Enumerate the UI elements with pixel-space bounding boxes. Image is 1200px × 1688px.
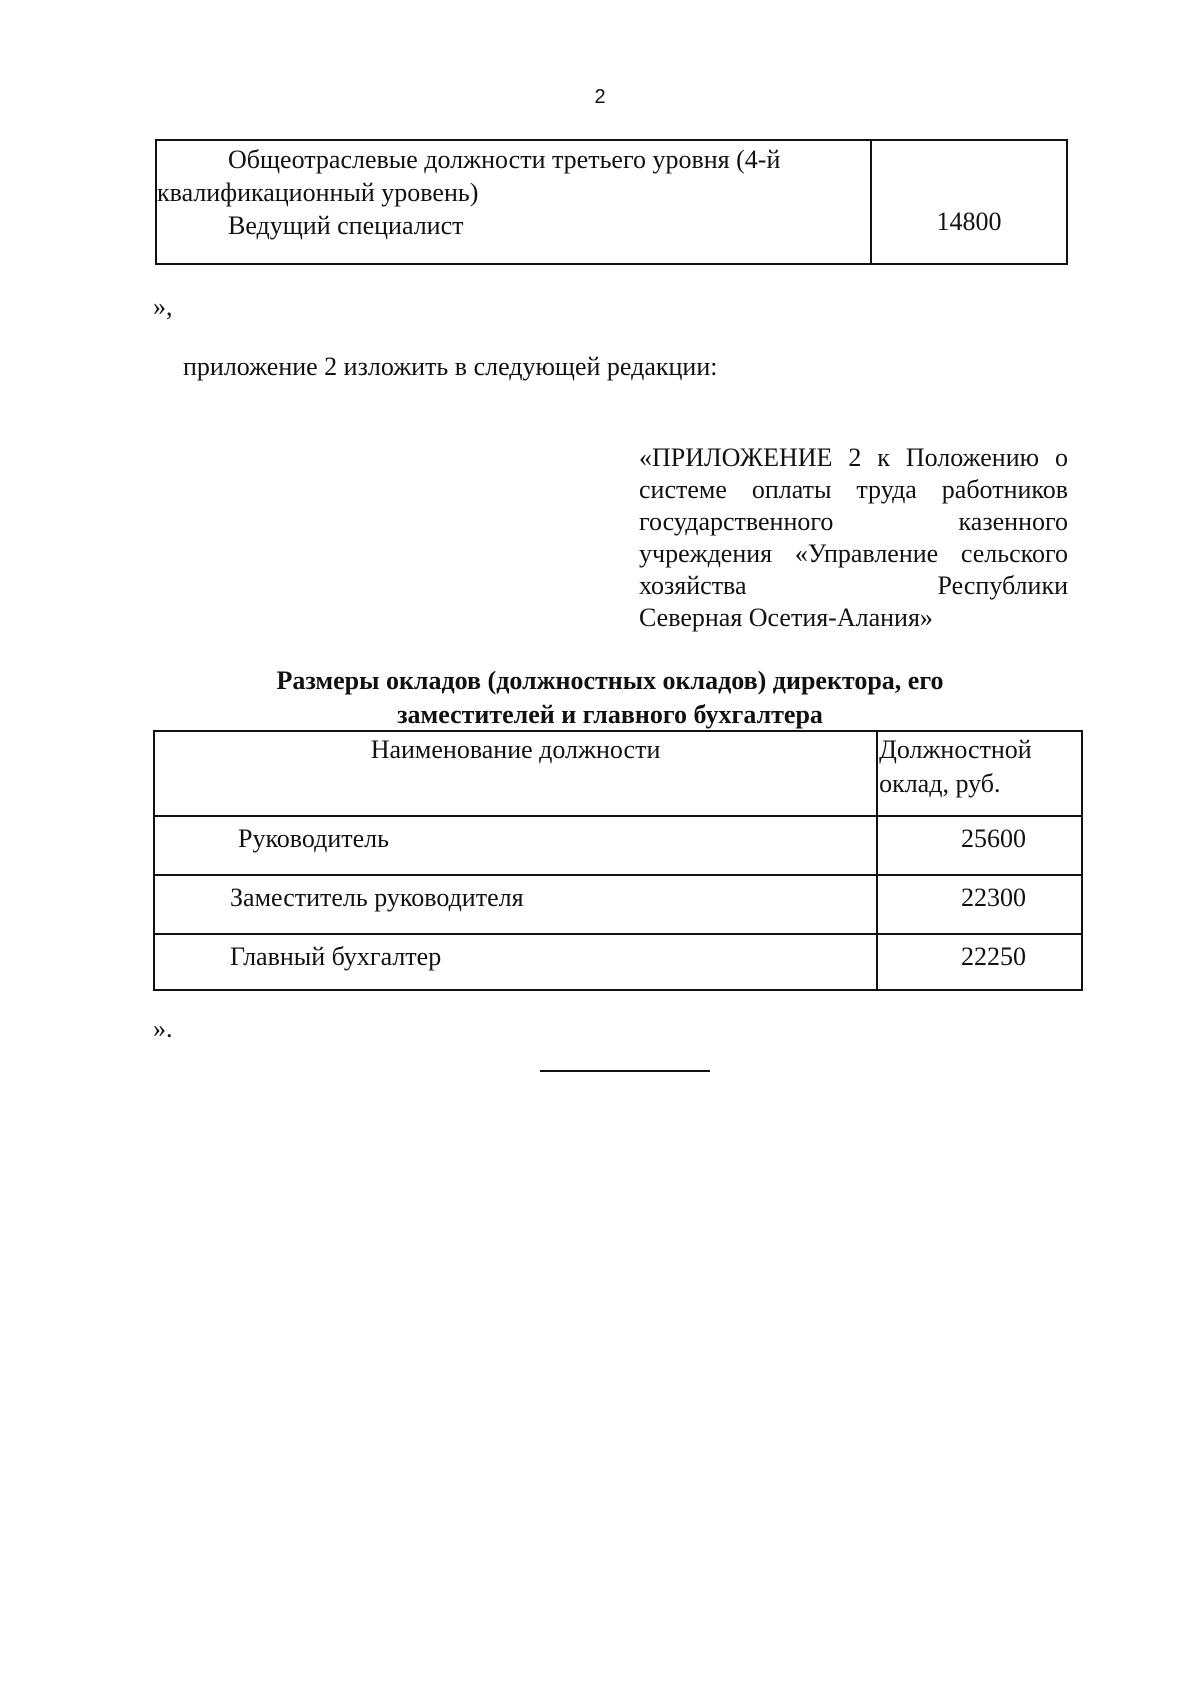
salary-table — [153, 730, 1083, 991]
position-name: Ведущий специалист — [228, 211, 464, 240]
header-salary — [877, 731, 1082, 816]
section-title-line-2: заместителей и главного бухгалтера — [397, 700, 823, 729]
table-header-row — [154, 731, 1082, 816]
position-cell: Главный бухгалтер — [154, 934, 877, 990]
salary-cell: 25600 — [877, 816, 1082, 875]
header-salary-line-1: Должностной — [879, 735, 1032, 764]
appendix-reference-text: «ПРИЛОЖЕНИЕ 2 к Положению о системе оплаты труда работников государственного казенного учреждения «Управление сельского хозяйства Республики — [639, 443, 1068, 600]
position-cell: Заместитель руководителя — [154, 875, 877, 934]
salary-cell: 22250 — [877, 934, 1082, 990]
salary-table-continuation — [155, 139, 1068, 265]
header-position: Наименование должности — [154, 731, 877, 816]
position-group-line-cont: квалификационный уровень) — [157, 178, 479, 207]
appendix-reference — [639, 442, 1068, 634]
header-salary-line-2: оклад, руб. — [879, 769, 1001, 798]
position-group-line: Общеотраслевые должности третьего уровня (4-й — [228, 145, 781, 174]
table-row — [154, 875, 1082, 934]
table-row — [154, 934, 1082, 990]
table-row — [154, 816, 1082, 875]
position-cell — [156, 140, 871, 264]
position-cell: Руководитель — [154, 816, 877, 875]
table-row — [156, 140, 1067, 264]
page-number: 2 — [594, 86, 606, 108]
salary-cell: 22300 — [877, 875, 1082, 934]
closing-quote-final: ». — [153, 1014, 173, 1043]
section-title-line-1: Размеры окладов (должностных окладов) директора, его — [276, 666, 944, 695]
section-title — [160, 664, 1060, 732]
salary-cell: 14800 — [871, 140, 1067, 264]
closing-quote: », — [153, 292, 173, 321]
appendix-reference-last-line: Северная Осетия-Алания» — [639, 603, 933, 632]
instruction-text: приложение 2 изложить в следующей редакции: — [183, 352, 718, 381]
end-divider — [540, 1070, 710, 1072]
